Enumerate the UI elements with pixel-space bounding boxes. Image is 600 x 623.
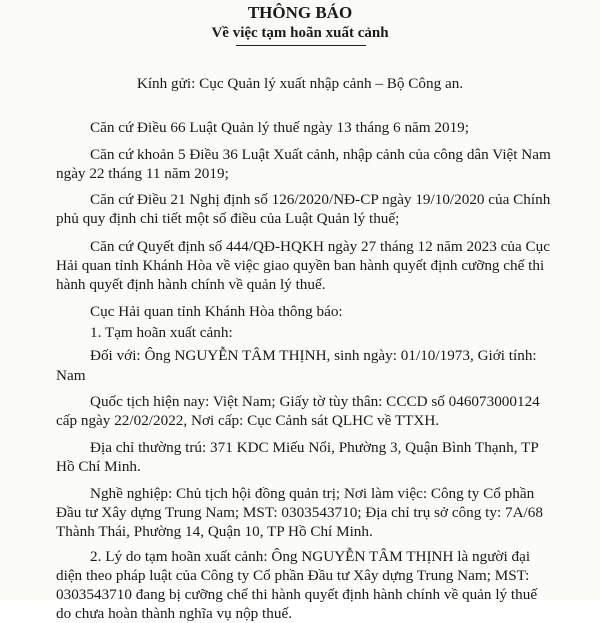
nationality-line-1: Quốc tịch hiện nay: Việt Nam; Giấy tờ tùy thân: CCCD số 046073000124 (90, 393, 540, 410)
subject-line-2: Nam (56, 367, 86, 384)
legal-basis-3-line-1: Căn cứ Điều 21 Nghị định số 126/2020/NĐ-CP ngày 19/10/2020 của Chính (90, 191, 551, 208)
legal-basis-4-line-1: Căn cứ Quyết định số 444/QĐ-HQKH ngày 27 tháng 12 năm 2023 của Cục (90, 238, 550, 255)
reason-line-4: do chưa hoàn thành nghĩa vụ nộp thuế. (56, 605, 292, 622)
legal-basis-2-line-2: ngày 22 tháng 11 năm 2019; (56, 165, 229, 182)
occupation-line-2: Đầu tư Xây dựng Trung Nam; MST: 0303543710; Địa chỉ trụ sở công ty: 7A/68 (56, 504, 543, 521)
address-line-2: Hồ Chí Minh. (56, 458, 141, 475)
recipient-line: Kính gửi: Cục Quản lý xuất nhập cảnh – Bộ Công an. (136, 75, 464, 92)
legal-basis-3-line-2: phủ quy định chi tiết một số điều của Luật Quản lý thuế; (56, 210, 400, 227)
address-line-1: Địa chỉ thường trú: 371 KDC Miếu Nổi, Phường 3, Quận Bình Thạnh, TP (90, 439, 539, 456)
occupation-line-3: Thành Thái, Phường 14, Quận 10, TP Hồ Chí Minh. (56, 523, 373, 540)
occupation-line-1: Nghề nghiệp: Chủ tịch hội đồng quản trị; Nơi làm việc: Công ty Cổ phần (90, 485, 535, 502)
section-1-title: 1. Tạm hoãn xuất cảnh: (90, 324, 233, 341)
legal-basis-1: Căn cứ Điều 66 Luật Quản lý thuế ngày 13 tháng 6 năm 2019; (90, 119, 469, 136)
reason-line-3: 0303543710 đang bị cưỡng chế thi hành quyết định hành chính về quản lý thuế (56, 586, 538, 603)
legal-basis-4-line-2: Hải quan tỉnh Khánh Hòa về việc giao quyền ban hành quyết định cưỡng chế thi (56, 257, 545, 274)
subject-line-1: Đối với: Ông NGUYỄN TÂM THỊNH, sinh ngày: 01/10/1973, Giới tính: (90, 347, 537, 364)
legal-basis-2-line-1: Căn cứ khoản 5 Điều 36 Luật Xuất cảnh, nhập cảnh của công dân Việt Nam (90, 146, 551, 163)
nationality-line-2: cấp ngày 22/02/2022, Nơi cấp: Cục Cảnh sát QLHC về TTXH. (56, 412, 440, 429)
reason-line-1: 2. Lý do tạm hoãn xuất cảnh: Ông NGUYỄN TÂM THỊNH là người đại (90, 548, 531, 565)
document-title: THÔNG BÁO (247, 3, 353, 22)
title-underline (236, 45, 366, 46)
document-subtitle: Về việc tạm hoãn xuất cảnh (211, 25, 389, 41)
reason-line-2: diện theo pháp luật của Công ty Cổ phần Đầu tư Xây dựng Trung Nam; MST: (56, 567, 530, 584)
intro-line: Cục Hải quan tỉnh Khánh Hòa thông báo: (90, 303, 343, 320)
legal-basis-4-line-3: hành quyết định hành chính về quản lý thuế. (56, 276, 326, 293)
